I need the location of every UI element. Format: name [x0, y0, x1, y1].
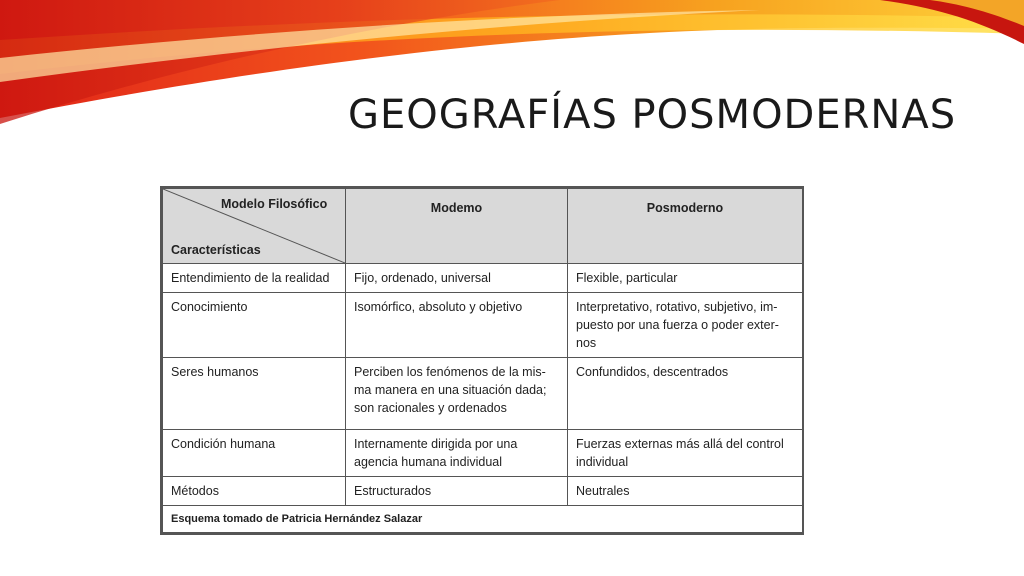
header-modelo-filosofico: Modelo Filosófico	[221, 197, 328, 211]
row-feature: Seres humanos	[163, 358, 346, 430]
row-moderno: Fijo, ordenado, universal	[346, 264, 568, 293]
header-posmoderno: Posmoderno	[568, 189, 803, 264]
table-source-row	[163, 506, 803, 533]
row-feature: Entendimiento de la realidad	[163, 264, 346, 293]
row-moderno: Estructurados	[346, 477, 568, 506]
table-row	[163, 430, 803, 477]
row-moderno: Perciben los fenómenos de la mis-ma manera en una situación dada; son racionales y ordenados	[346, 358, 568, 430]
table-row	[163, 358, 803, 430]
table-row	[163, 293, 803, 358]
row-feature: Conocimiento	[163, 293, 346, 358]
row-feature: Condición humana	[163, 430, 346, 477]
row-posmoderno: Confundidos, descentrados	[568, 358, 803, 430]
row-posmoderno: Fuerzas externas más allá del control individual	[568, 430, 803, 477]
table-header-row	[163, 189, 803, 264]
row-posmoderno: Flexible, particular	[568, 264, 803, 293]
row-moderno: Isomórfico, absoluto y objetivo	[346, 293, 568, 358]
table-row	[163, 264, 803, 293]
header-corner-cell	[163, 189, 346, 264]
comparison-table	[160, 186, 804, 535]
header-moderno: Modemo	[346, 189, 568, 264]
table-source: Esquema tomado de Patricia Hernández Salazar	[163, 506, 803, 533]
row-posmoderno: Interpretativo, rotativo, subjetivo, im-puesto por una fuerza o poder exter-nos	[568, 293, 803, 358]
row-posmoderno: Neutrales	[568, 477, 803, 506]
table-row	[163, 477, 803, 506]
row-moderno: Internamente dirigida por una agencia humana individual	[346, 430, 568, 477]
header-caracteristicas: Características	[171, 243, 261, 257]
slide-title: GEOGRAFÍAS POSMODERNAS	[348, 92, 957, 138]
row-feature: Métodos	[163, 477, 346, 506]
